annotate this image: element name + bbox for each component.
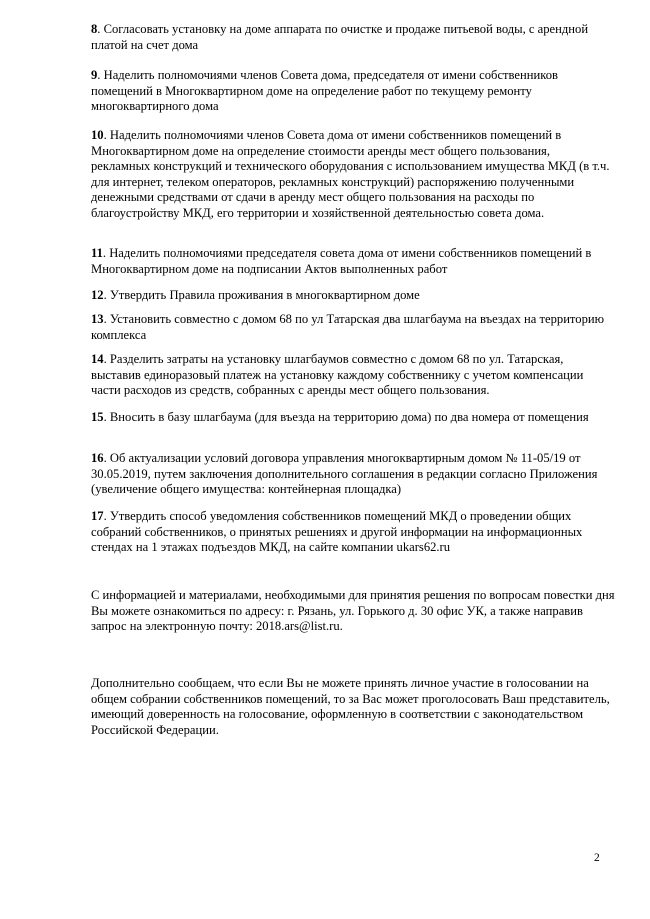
- item-text: . Утвердить способ уведомления собственников помещений МКД о проведении общих собраний собственников, о принятых решениях и другой информации на информационных стендах на 1 этажах подъездов МКД, на сайте компании ukars62.ru: [91, 509, 583, 555]
- agenda-item-16: [91, 451, 611, 498]
- page-number: 2: [594, 852, 600, 864]
- item-number: 11: [91, 246, 103, 260]
- item-text: . Об актуализации условий договора управления многоквартирным домом № 11-05/19 от 30.05.2019, путем заключения дополнительного соглашения в редакции согласно Приложения (увеличение общего имущества: контейнерная площадка): [91, 451, 598, 497]
- agenda-item-9: [91, 68, 611, 115]
- additional-paragraph: Дополнительно сообщаем, что если Вы не можете принять личное участие в голосовании на общем собрании собственников помещений, то за Вас может проголосовать Ваш представитель, имеющий доверенность на голосование, оформленную в соответствии с законодательством Российской Федерации.: [91, 676, 610, 737]
- item-text: . Наделить полномочиями членов Совета дома от имени собственников помещений в Многоквартирном доме на определение стоимости аренды мест общего пользования, рекламных конструкций и технического оборудования с использованием имущества МКД (в т.ч. для интернет, телеком операторов, рекламных конструкций) распоряжению полученными денежными средствами от сдачи в аренду мест общего пользования на расходы по благоустройству МКД, его территории и хозяйственной деятельностью совета дома.: [91, 128, 610, 220]
- agenda-item-12: [91, 288, 611, 304]
- item-text: . Установить совместно с домом 68 по ул Татарская два шлагбаума на въездах на территорию комплекса: [91, 312, 605, 342]
- item-text: . Наделить полномочиями членов Совета дома, председателя от имени собственников помещений в Многоквартирном доме на определение работ по текущему ремонту многоквартирного дома: [91, 68, 558, 114]
- item-number: 10: [91, 128, 104, 142]
- item-text: . Наделить полномочиями председателя совета дома от имени собственников помещений в Многоквартирном доме на подписании Актов выполненных работ: [91, 246, 592, 276]
- item-number: 17: [91, 509, 104, 523]
- agenda-item-13: [91, 312, 611, 343]
- item-number: 14: [91, 352, 104, 366]
- info-paragraph: С информацией и материалами, необходимыми для принятия решения по вопросам повестки дня Вы можете ознакомиться по адресу: г. Рязань, ул. Горького д. 30 офис УК, а также направив запрос на электронную почту: 2018.ars@list.ru.: [91, 588, 615, 634]
- item-text: . Согласовать установку на доме аппарата по очистке и продаже питьевой воды, с арендной платой на счет дома: [91, 22, 589, 52]
- agenda-item-11: [91, 246, 611, 277]
- item-number: 8: [91, 22, 98, 36]
- item-text: . Разделить затраты на установку шлагбаумов совместно с домом 68 по ул. Татарская, выставив единоразовый платеж на установку каждому собственнику с учетом компенсации части расходов из средств, собранных с аренды мест общего пользования.: [91, 352, 584, 398]
- agenda-item-8: [91, 22, 611, 53]
- item-number: 13: [91, 312, 104, 326]
- item-text: . Вносить в базу шлагбаума (для въезда на территорию дома) по два номера от помещения: [103, 410, 589, 424]
- agenda-item-14: [91, 352, 611, 399]
- agenda-item-15: [91, 410, 611, 426]
- item-number: 15: [91, 410, 104, 424]
- item-number: 9: [91, 68, 98, 82]
- agenda-item-10: [91, 128, 611, 222]
- agenda-item-17: [91, 509, 611, 556]
- item-text: . Утвердить Правила проживания в многоквартирном доме: [103, 288, 420, 302]
- item-number: 12: [91, 288, 104, 302]
- item-number: 16: [91, 451, 104, 465]
